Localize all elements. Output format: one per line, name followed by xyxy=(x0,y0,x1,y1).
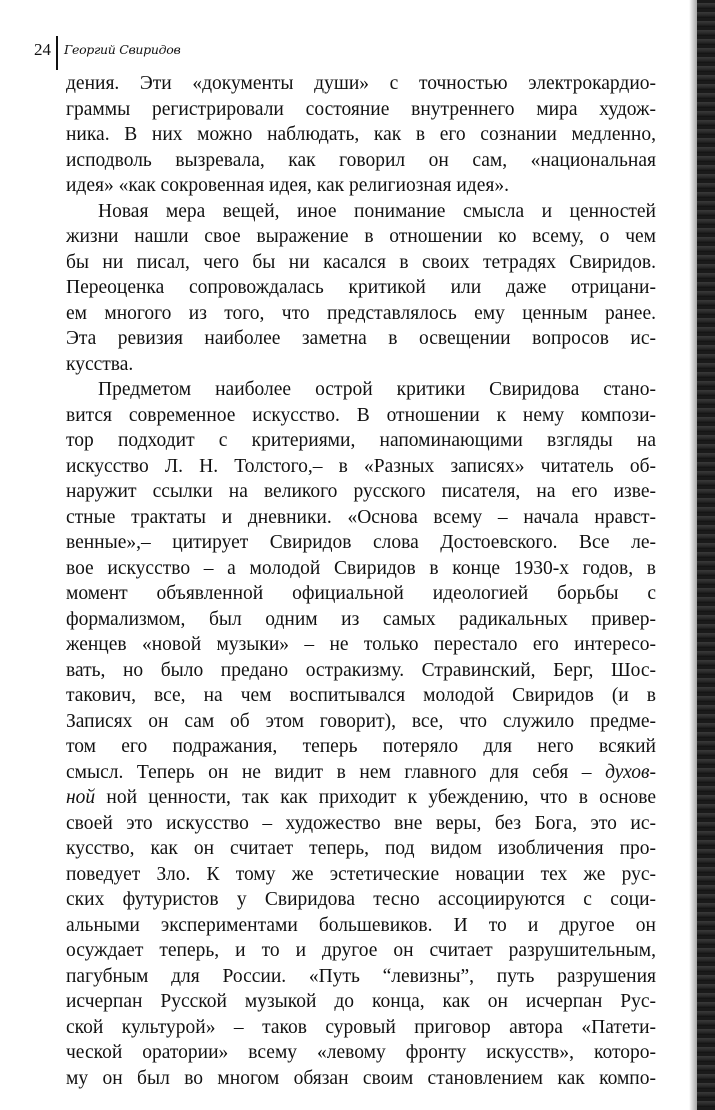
paragraph-first-line: Новая мера вещей, иное понимание смысла и ценностей xyxy=(98,200,656,222)
text-line: ем многого из того, что представлялось ему ценным ранее. xyxy=(66,302,656,324)
text-line: альными экспериментами большевиков. И то и другое он xyxy=(66,914,656,936)
emphasis-word: духов- xyxy=(605,761,657,783)
running-title: Георгий Свиридов xyxy=(64,42,181,57)
text-line: кусства. xyxy=(66,353,134,375)
text-line: Переоценка сопровождалась критикой или даже отрицани- xyxy=(66,277,656,298)
text-line: Записях он сам об этом говорит), все, что служило предме- xyxy=(66,710,656,732)
text-line: вится современное искусство. В отношении к нему компози- xyxy=(66,404,656,426)
text-line: дения. Эти «документы души» с точностью электрокардио- xyxy=(66,73,656,94)
text-line: бы ни писал, чего бы ни касался в своих тетрадях Свиридов. xyxy=(66,251,656,273)
page-edge-shadow xyxy=(689,0,697,1110)
page-number: 24 xyxy=(34,40,51,59)
paragraph-first-line: Предметом наиболее острой критики Свиридова стано- xyxy=(98,379,656,400)
text-line: ческой оратории» всему «левому фронту искусств», которо- xyxy=(66,1042,656,1063)
text-fragment: ной ценности, так как приходит к убеждению, что в основе xyxy=(106,787,657,808)
text-line: граммы регистрировали состояние внутреннего мира худож- xyxy=(66,98,656,120)
text-line: момент объявленной официальной идеологией борьбы с xyxy=(66,583,656,604)
text-line: жизни нашли свое выражение в отношении ко всему, о чем xyxy=(66,226,656,247)
text-line: поведует Зло. К тому же эстетические новации тех же рус- xyxy=(66,863,656,885)
body-text xyxy=(66,71,656,1091)
text-line-with-emphasis xyxy=(66,785,656,811)
text-line: наружит ссылки на великого русского писателя, на его изве- xyxy=(66,481,656,502)
page-edge xyxy=(697,0,715,1110)
text-line: му он был во многом обязан своим становлением как компо- xyxy=(66,1067,656,1089)
text-line: венные»,– цитирует Свиридов слова Достоевского. Все ле- xyxy=(66,532,656,553)
text-line: том его подражания, теперь потеряло для него всякий xyxy=(66,736,656,757)
text-line-with-emphasis xyxy=(66,760,656,786)
page-header xyxy=(34,36,180,72)
text-line: своей это искусство – художество вне веры, без Бога, это ис- xyxy=(66,812,656,834)
text-line: искусство Л. Н. Толстого,– в «Разных записях» читатель об- xyxy=(66,455,656,477)
text-line: исчерпан Русской музыкой до конца, как он исчерпан Рус- xyxy=(66,991,656,1012)
text-fragment: смысл. Теперь он не видит в нем главного для себя – xyxy=(66,761,592,783)
text-line: стные трактаты и дневники. «Основа всему – начала нравст- xyxy=(66,506,656,528)
text-line: кусство, как он считает теперь, под видом изобличения про- xyxy=(66,838,656,859)
text-line: женцев «новой музыки» – не только перестало его интересо- xyxy=(66,634,656,655)
text-line: вать, но было предано остракизму. Стравинский, Берг, Шос- xyxy=(66,659,656,681)
emphasis-word: ной xyxy=(66,787,96,808)
text-line: такович, все, на чем воспитывался молодой Свиридов (и в xyxy=(66,685,656,706)
text-line: ской культурой» – таков суровый приговор автора «Патети- xyxy=(66,1016,656,1038)
text-line: вое искусство – а молодой Свиридов в конце 1930-х годов, в xyxy=(66,557,656,579)
text-line: ских футуристов у Свиридова тесно ассоциируются с соци- xyxy=(66,889,656,910)
text-line: идея» «как сокровенная идея, как религиозная идея». xyxy=(66,175,509,196)
header-divider xyxy=(56,36,58,70)
text-line: исподволь вызревала, как говорил он сам, «национальная xyxy=(66,149,656,171)
text-line: осуждает теперь, и то и другое он считает разрушительным, xyxy=(66,940,656,961)
text-line: формализмом, был одним из самых радикальных привер- xyxy=(66,608,656,630)
text-line: Эта ревизия наиболее заметна в освещении вопросов ис- xyxy=(66,328,656,349)
text-line: тор подходит с критериями, напоминающими взгляды на xyxy=(66,430,656,451)
text-line: ника. В них можно наблюдать, как в его сознании медленно, xyxy=(66,124,656,145)
text-line: пагубным для России. «Путь “левизны”, путь разрушения xyxy=(66,965,656,987)
